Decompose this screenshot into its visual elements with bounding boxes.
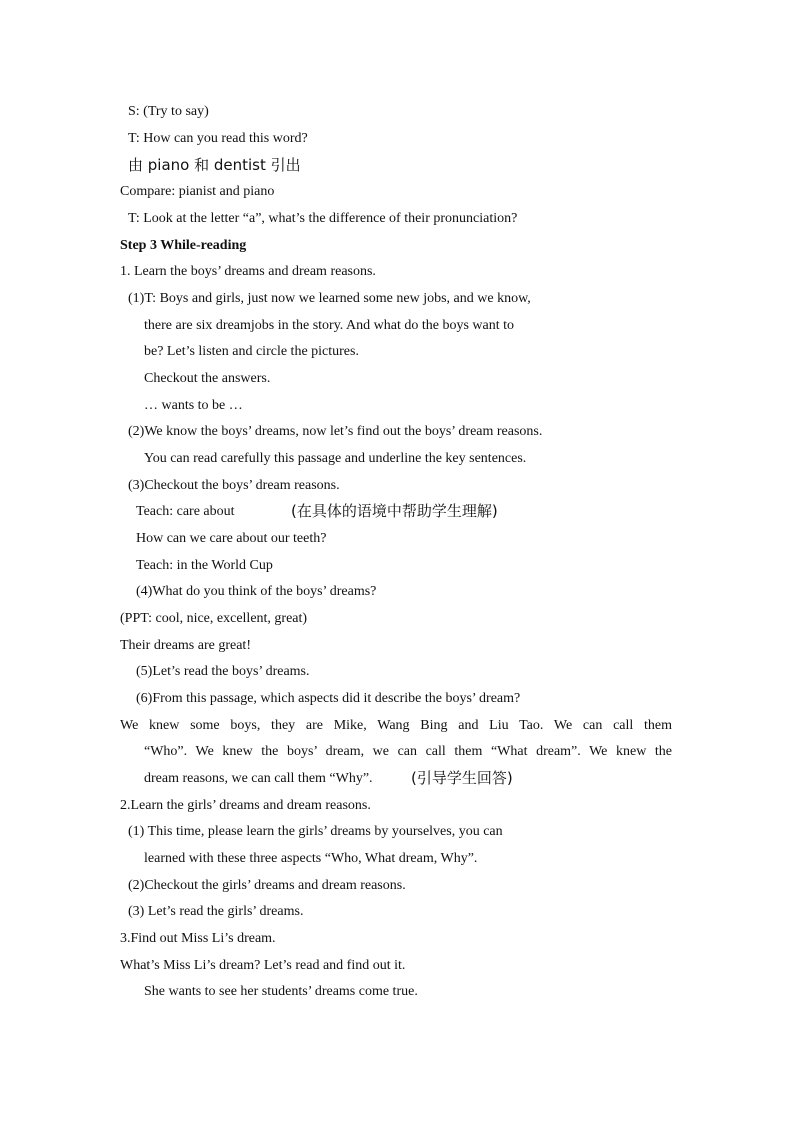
line-checkout-answers: Checkout the answers. (144, 371, 271, 386)
line-teach-worldcup: Teach: in the World Cup (136, 558, 273, 573)
line-find-miss-li: 3.Find out Miss Li’s dream. (120, 931, 276, 946)
line-ppt: (PPT: cool, nice, excellent, great) (120, 611, 308, 626)
line-we-knew-1: We knew some boys, they are Mike, Wang Bing and Liu Tao. We can call them (120, 718, 672, 733)
line-item-6: (6)From this passage, which aspects did it describe the boys’ dream? (136, 691, 521, 706)
line-teacher-question: T: How can you read this word? (128, 131, 308, 146)
line-girls-item-2: (2)Checkout the girls’ dreams and dream reasons. (128, 878, 406, 893)
line-learn-boys: 1. Learn the boys’ dreams and dream reasons. (120, 264, 376, 279)
line-teeth-question: How can we care about our teeth? (136, 531, 327, 546)
heading-while-reading: Step 3 While-reading (120, 238, 247, 253)
line-item-1-teacher: (1)T: Boys and girls, just now we learned some new jobs, and we know, (128, 291, 531, 306)
line-item-5: (5)Let’s read the boys’ dreams. (136, 664, 310, 679)
line-teach-care: Teach: care about (136, 504, 235, 519)
line-we-knew-2: “Who”. We knew the boys’ dream, we can call them “What dream”. We knew the (144, 744, 672, 759)
line-learn-girls: 2.Learn the girls’ dreams and dream reasons. (120, 798, 371, 813)
line-item-2: (2)We know the boys’ dreams, now let’s find out the boys’ dream reasons. (128, 424, 543, 439)
line-miss-li-question: What’s Miss Li’s dream? Let’s read and find out it. (120, 958, 406, 973)
line-item-3: (3)Checkout the boys’ dream reasons. (128, 478, 340, 493)
line-item-2-cont: You can read carefully this passage and underline the key sentences. (144, 451, 527, 466)
line-chinese-note-2: (引导学生回答) (411, 769, 513, 787)
line-girls-item-1-cont: learned with these three aspects “Who, What dream, Why”. (144, 851, 478, 866)
line-student-try: S: (Try to say) (128, 104, 209, 119)
line-letter-a: T: Look at the letter “a”, what’s the difference of their pronunciation? (128, 211, 518, 226)
line-compare: Compare: pianist and piano (120, 184, 275, 199)
line-girls-item-1: (1) This time, please learn the girls’ dreams by yourselves, you can (128, 824, 503, 839)
line-item-4: (4)What do you think of the boys’ dreams? (136, 584, 377, 599)
line-dreams-great: Their dreams are great! (120, 638, 251, 653)
line-girls-item-3: (3) Let’s read the girls’ dreams. (128, 904, 304, 919)
line-item-1-listen: be? Let’s listen and circle the pictures. (144, 344, 359, 359)
line-wants-to-be: … wants to be … (144, 398, 243, 413)
line-item-1-cont: there are six dreamjobs in the story. And what do the boys want to (144, 318, 515, 333)
line-chinese-note-1: (在具体的语境中帮助学生理解) (291, 502, 498, 520)
line-we-knew-3: dream reasons, we can call them “Why”. (144, 771, 373, 786)
line-miss-li-answer: She wants to see her students’ dreams come true. (144, 984, 418, 999)
line-chinese-intro: 由 piano 和 dentist 引出 (128, 156, 301, 174)
